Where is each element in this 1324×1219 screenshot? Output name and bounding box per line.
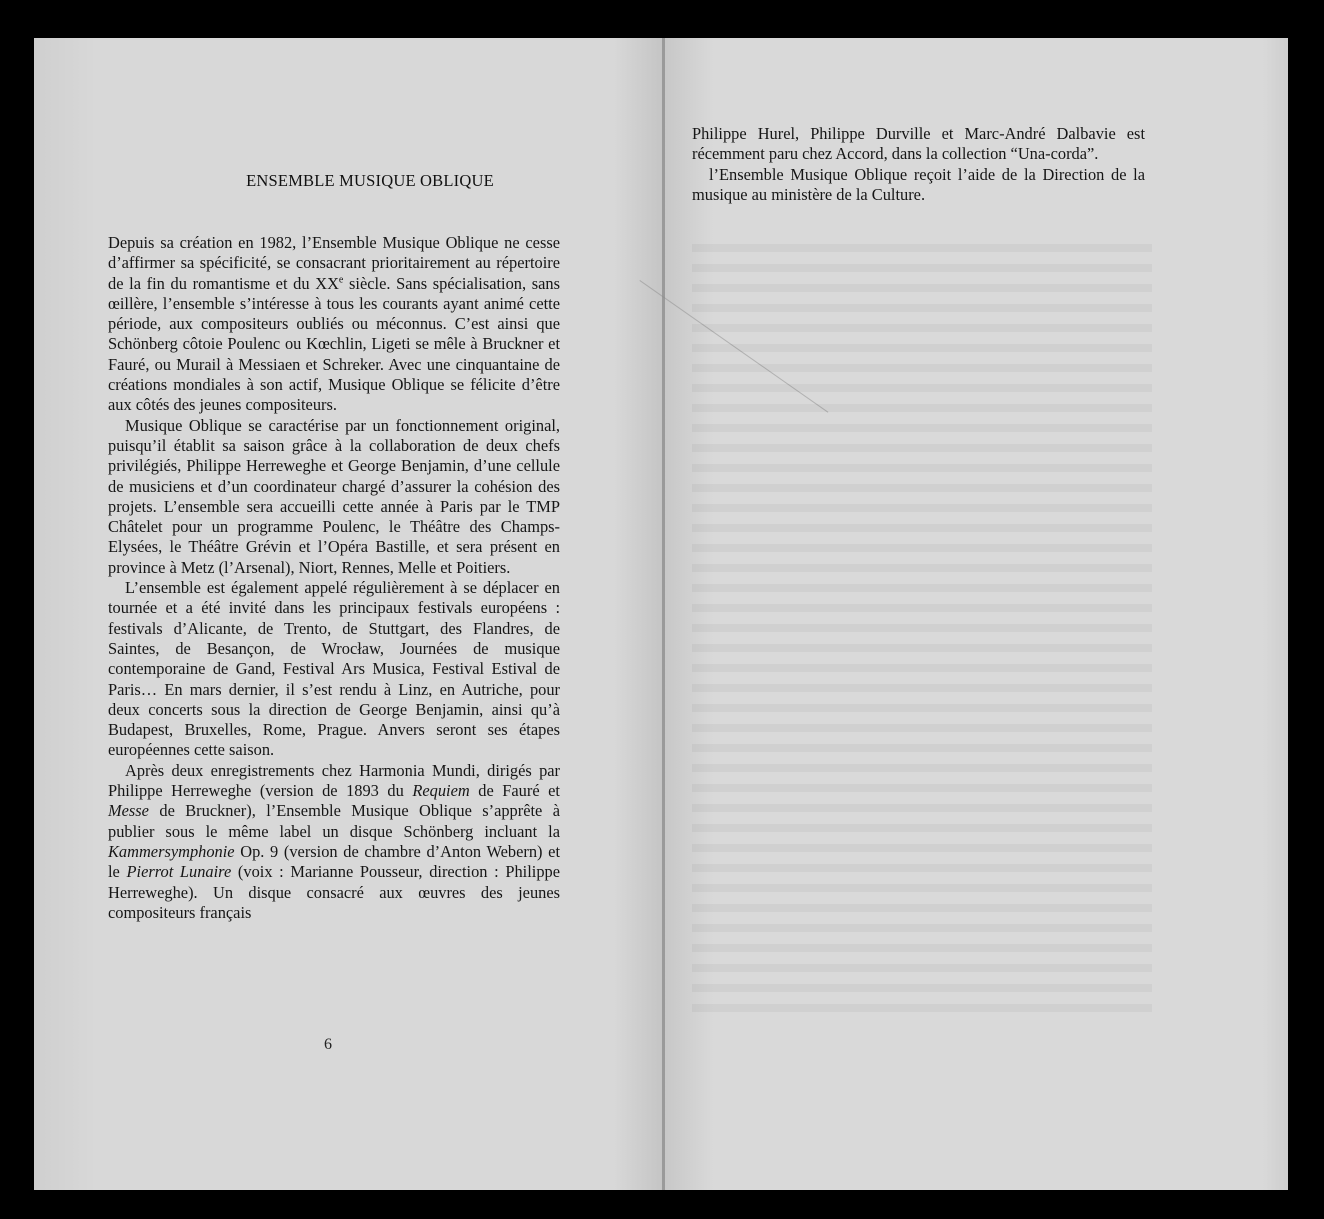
- page-number-left: 6: [324, 1036, 332, 1053]
- text-segment: de Fauré et: [469, 781, 560, 801]
- text-segment: Philippe Hurel, Philippe Durville et Marc-André Dalbavie est récemment paru chez Accord, dans la collection “Una-corda”.: [692, 124, 1145, 164]
- text-segment: Messe: [108, 801, 149, 821]
- text-segment: Kammersymphonie: [108, 841, 235, 861]
- left-paragraph-4: [108, 761, 560, 923]
- text-segment: Pierrot Lunaire: [126, 862, 232, 882]
- left-paragraph-3: [108, 578, 560, 761]
- right-paragraph-2: [692, 165, 1145, 206]
- text-segment: (voix : Marianne Pousseur, direction : Philippe Herreweghe). Un disque consacré aux œuvres des jeunes compositeurs français: [108, 862, 560, 922]
- text-segment: de Bruckner), l’Ensemble Musique Oblique s’apprête à publier sous le même label un disque Schönberg incluant la: [108, 801, 560, 841]
- text-segment: siècle. Sans spécialisation, sans œillère, l’ensemble s’intéresse à tous les courants ayant animé cette période, aux compositeurs oubliés ou méconnus. C’est ainsi que Schönberg côtoie Poulenc ou Kœchlin, Ligeti se mêle à Bruckner et Fauré, ou Murail à Messiaen et Schreker. Avec une cinquantaine de créations mondiales à son actif, Musique Oblique se félicite d’être aux côtés des jeunes compositeurs.: [108, 273, 560, 415]
- text-segment: Requiem: [412, 781, 470, 801]
- bleed-through-text: [692, 232, 1152, 1012]
- text-segment: Musique Oblique se caractérise par un fonctionnement original, puisqu’il établit sa saison grâce à la collaboration de deux chefs privilégiés, Philippe Herreweghe et George Benjamin, d’une cellule de musiciens et d’un coordinateur chargé d’assurer la cohésion des projets. L’ensemble sera accueilli cette année à Paris par le TMP Châtelet pour un programme Poulenc, le Théâtre des Champs-Elysées, le Théâtre Grévin et l’Opéra Bastille, et sera présent en province à Metz (l’Arsenal), Niort, Rennes, Melle et Poitiers.: [108, 415, 560, 577]
- text-segment: l’Ensemble Musique Oblique reçoit l’aide de la Direction de la musique au ministère de la Culture.: [692, 164, 1145, 204]
- right-paragraph-1: [692, 124, 1145, 165]
- text-segment: L’ensemble est également appelé régulièrement à se déplacer en tournée et a été invité dans les principaux festivals européens : festivals d’Alicante, de Trento, de Stuttgart, des Flandres, de Saintes, de Besançon, de Wrocław, Journées de musique contemporaine de Gand, Festival Ars Musica, Festival Estival de Paris… En mars dernier, il s’est rendu à Linz, en Autriche, pour deux concerts sous la direction de George Benjamin, ainsi qu’à Budapest, Bruxelles, Rome, Prague. Anvers seront ses étapes européennes cette saison.: [108, 578, 560, 760]
- page-title: ENSEMBLE MUSIQUE OBLIQUE: [246, 171, 494, 190]
- left-paragraph-1: [108, 233, 560, 416]
- text-segment: Depuis sa création en 1982, l’Ensemble Musique Oblique ne cesse d’affirmer sa spécificité, se consacrant prioritairement au répertoire de la fin du romantisme et du XX: [108, 233, 560, 293]
- left-paragraph-2: [108, 416, 560, 578]
- text-segment: e: [338, 274, 344, 286]
- text-segment: Après deux enregistrements chez Harmonia Mundi, dirigés par Philippe Herreweghe (version de 1893 du: [108, 760, 560, 801]
- right-page-body: [692, 124, 1145, 205]
- left-page-body: [108, 233, 560, 923]
- page-gutter: [662, 38, 665, 1190]
- text-segment: Op. 9 (version de chambre d’Anton Webern) et le: [108, 841, 560, 882]
